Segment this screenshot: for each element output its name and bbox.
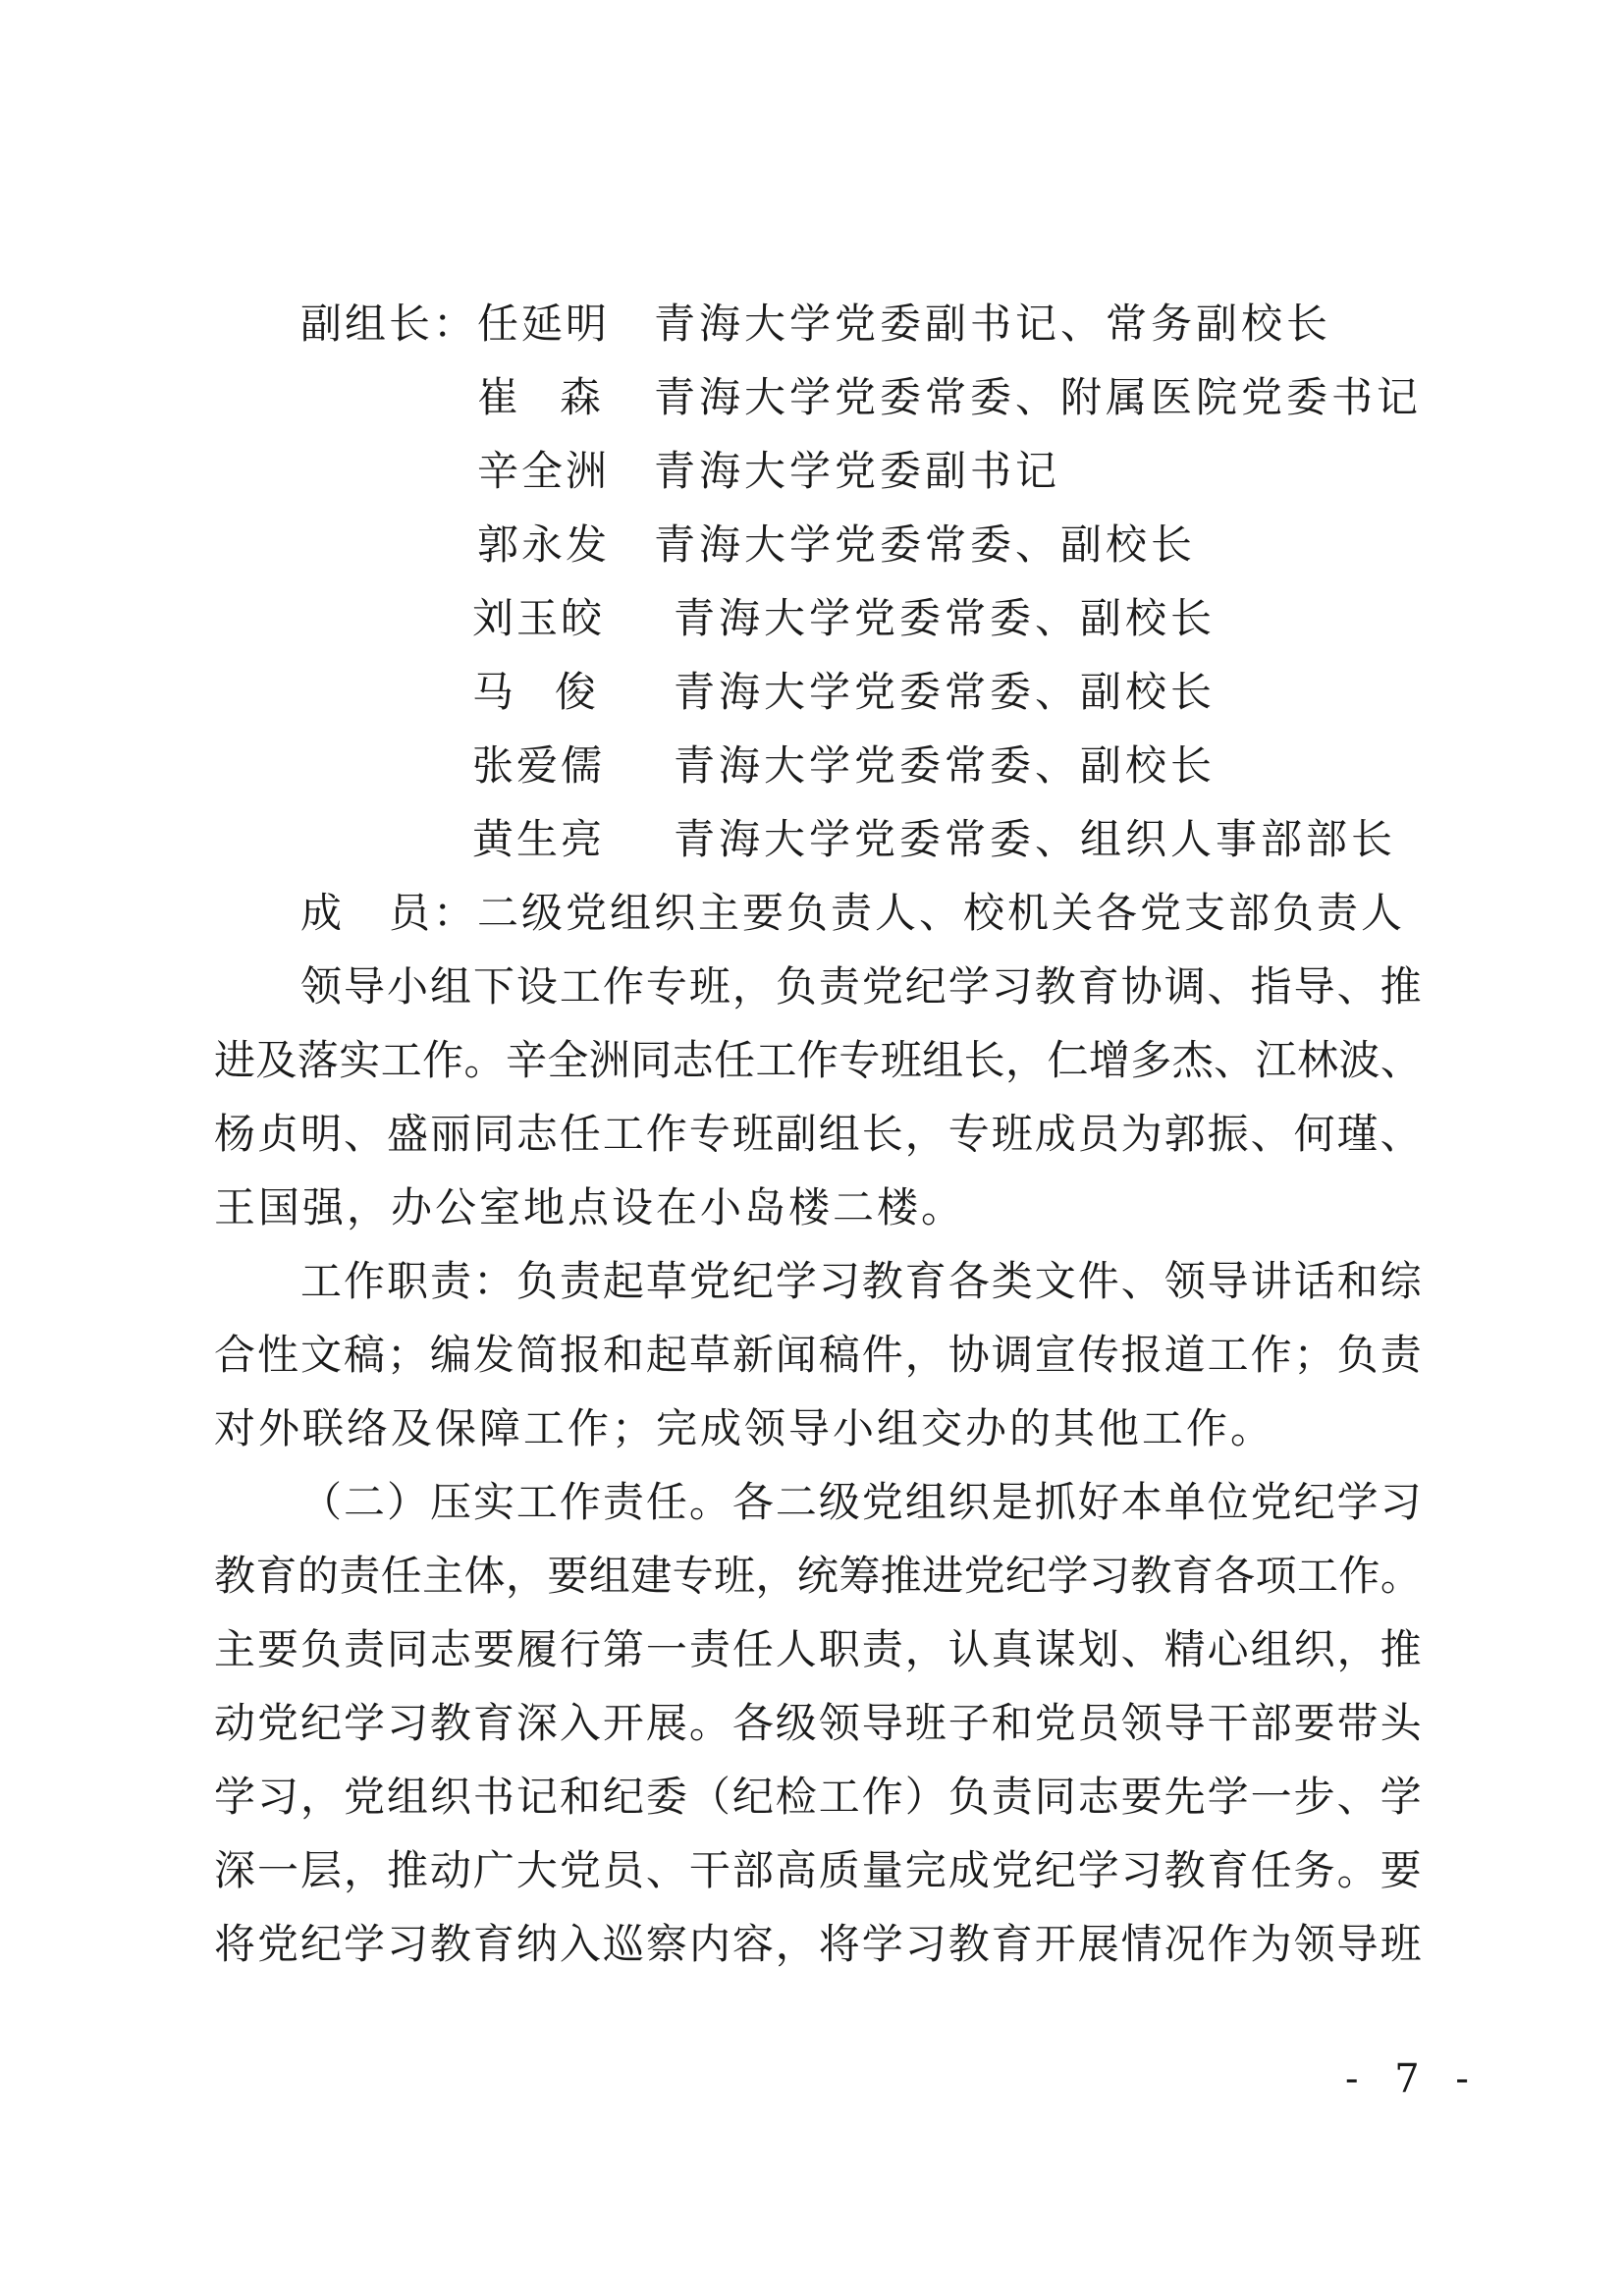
paragraph-line: 深 一 层 ， 推 动 广 大 党 员 、 干 部 高 质 量 完 成 党 纪 学 习 教 育 任 务 。 要 (214, 1846, 1422, 1894)
paragraph-line: 杨 贞 明 、 盛 丽 同 志 任 工 作 专 班 副 组 长 ， 专 班 成 员 为 郭 振 、 何 瑾 、 (214, 1110, 1422, 1158)
deputy-label: 副组长： (300, 300, 478, 348)
paragraph-line: 将 党 纪 学 习 教 育 纳 入 巡 察 内 容 ， 将 学 习 教 育 开 展 情 况 作 为 领 导 班 (214, 1920, 1422, 1968)
deputy-name: 马 俊 (472, 668, 596, 716)
paragraph-line: 工 作 职 责 ： 负 责 起 草 党 纪 学 习 教 育 各 类 文 件 、 领 导 讲 话 和 综 (300, 1257, 1422, 1305)
deputy-title: 青海大学党委常委、副校长 (654, 520, 1197, 569)
paragraph-line: 动 党 纪 学 习 教 育 深 入 开 展 。 各 级 领 导 班 子 和 党 员 领 导 干 部 要 带 头 (214, 1699, 1422, 1747)
deputy-name: 刘玉皎 (472, 594, 606, 642)
members-line: 成 员：二级党组织主要负责人、校机关各党支部负责人 (300, 889, 1406, 937)
paragraph-line: 王国强，办公室地点设在小岛楼二楼。 (214, 1183, 966, 1231)
deputy-title: 青海大学党委常委、附属医院党委书记 (654, 373, 1423, 421)
paragraph-line: 学 习 ， 党 组 织 书 记 和 纪 委 （ 纪 检 工 作 ） 负 责 同 志 要 先 学 一 步 、 学 (214, 1773, 1422, 1821)
deputy-title: 青海大学党委常委、副校长 (674, 668, 1217, 716)
paragraph-line: 对外联络及保障工作；完成领导小组交办的其他工作。 (214, 1404, 1275, 1452)
deputy-name: 崔 森 (477, 373, 601, 421)
deputy-title: 青海大学党委副书记、常务副校长 (654, 300, 1332, 348)
deputy-title: 青海大学党委常委、组织人事部部长 (674, 815, 1397, 863)
deputy-name: 张爱儒 (472, 741, 606, 790)
paragraph-line: 教 育 的 责 任 主 体 ， 要 组 建 专 班 ， 统 筹 推 进 党 纪 学 习 教 育 各 项 工 作 。 (214, 1552, 1422, 1600)
deputy-name: 黄生亮 (472, 815, 606, 863)
paragraph-line: 领 导 小 组 下 设 工 作 专 班 ， 负 责 党 纪 学 习 教 育 协 调 、 指 导 、 推 (300, 962, 1422, 1011)
paragraph-line: （ 二 ） 压 实 工 作 责 任 。 各 二 级 党 组 织 是 抓 好 本 单 位 党 纪 学 习 (300, 1478, 1422, 1526)
deputy-title: 青海大学党委常委、副校长 (674, 594, 1217, 642)
deputy-name: 任延明 (477, 300, 611, 348)
paragraph-line: 进 及 落 实 工 作 。 辛 全 洲 同 志 任 工 作 专 班 组 长 ， 仁 增 多 杰 、 江 林 波 、 (214, 1036, 1422, 1084)
deputy-title: 青海大学党委副书记 (654, 447, 1061, 495)
deputy-name: 辛全洲 (477, 447, 611, 495)
page-number: - 7 - (1345, 2056, 1481, 2102)
deputy-title: 青海大学党委常委、副校长 (674, 741, 1217, 790)
deputy-name: 郭永发 (477, 520, 611, 569)
paragraph-line: 主 要 负 责 同 志 要 履 行 第 一 责 任 人 职 责 ， 认 真 谋 划 、 精 心 组 织 ， 推 (214, 1625, 1422, 1673)
paragraph-line: 合 性 文 稿 ； 编 发 简 报 和 起 草 新 闻 稿 件 ， 协 调 宣 传 报 道 工 作 ； 负 责 (214, 1331, 1422, 1379)
